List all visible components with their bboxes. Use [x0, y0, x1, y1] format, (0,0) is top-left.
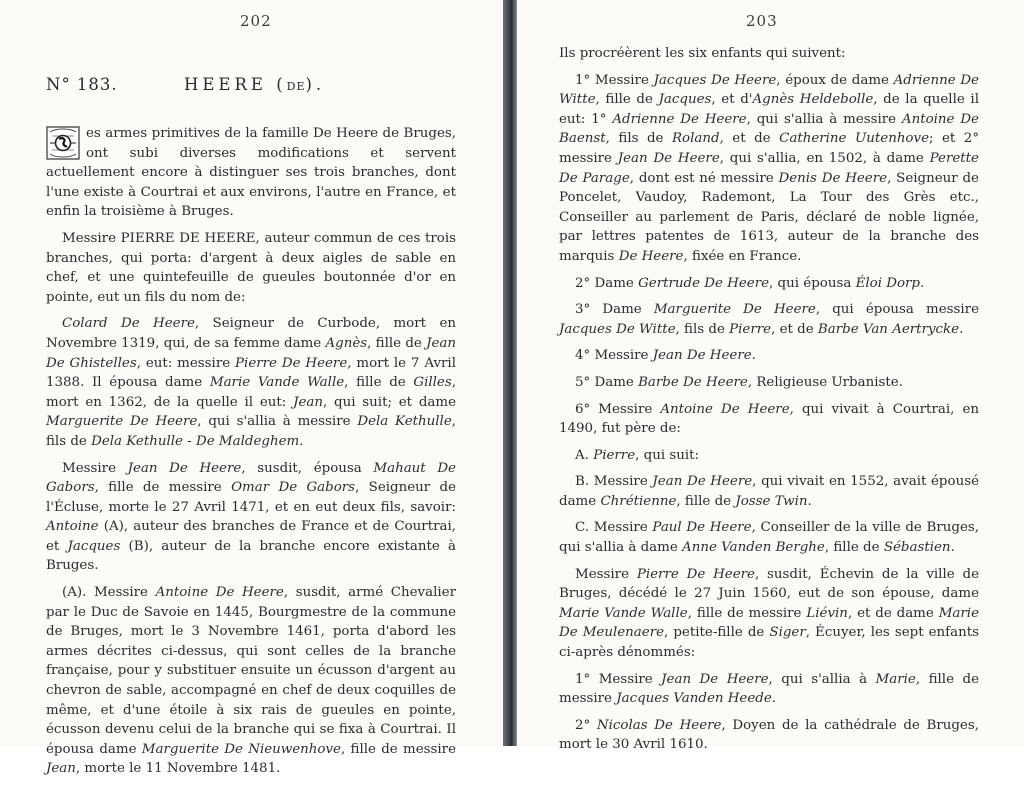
paragraph-pierre: Messire PIERRE DE HEERE, auteur commun de ces trois branches, qui porta: d'argent à deux aigles de sable en chef, et une quintefeuille de gueules boutonnée d'or en pointe, eut un fils du nom de:	[46, 230, 456, 305]
page-number: 203	[746, 12, 778, 30]
paragraph-pierre-bruges: Messire Pierre De Heere, susdit, Échevin de la ville de Bruges, décédé le 27 Juin 1560, eut de son épouse, dame Marie Vande Walle, fille de messire Liévin, et de dame Marie De Meulenaere, petite-fille de Siger, Écuyer, les sept enfants ci-après dénommés:	[559, 566, 979, 661]
right-text	[559, 44, 979, 762]
intro-paragraph: es armes primitives de la famille De Heere de Bruges, ont subi diverses modifications et servent actuellement encore à distinguer ses trois branches, dont l'une existe à Courtrai et aux environs, l'autre en France, et enfin la troisième à Bruges.	[46, 126, 456, 220]
page-number: 202	[240, 12, 272, 30]
grandchild-b: B. Messire Jean De Heere, qui vivait en 1552, avait épousé dame Chrétienne, fille de Josse Twin.	[559, 474, 979, 509]
child-2: 2° Dame Gertrude De Heere, qui épousa Éloi Dorp.	[575, 275, 925, 291]
entry-number: N° 183.	[46, 75, 118, 94]
right-page	[517, 0, 1024, 753]
name-particle: DE	[286, 80, 306, 93]
child-5: 5° Dame Barbe De Heere, Religieuse Urbaniste.	[575, 374, 903, 390]
book-gutter	[503, 0, 517, 746]
paragraph-jean: Messire Jean De Heere, susdit, épousa Mahaut De Gabors, fille de messire Omar De Gabors, Seigneur de l'Écluse, morte le 27 Avril 1471, et en eut deux fils, savoir: Antoine (A), auteur des branches de France et de Courtrai, et Jacques (B), auteur de la branche encore existante à Bruges.	[46, 460, 457, 574]
grandchild-a: A. Pierre, qui suit:	[575, 447, 700, 463]
bruges-child-1: 1° Messire Jean De Heere, qui s'allia à Marie, fille de messire Jacques Vanden Heede.	[559, 671, 979, 707]
child-3: 3° Dame Marguerite De Heere, qui épousa messire Jacques De Witte, fils de Pierre, et de Barbe Van Aertrycke.	[559, 302, 979, 337]
paragraph-antoine-a: (A). Messire Antoine De Heere, susdit, armé Chevalier par le Duc de Savoie en 1445, Bourgmestre de la commune de Bruges, mort le 3 Novembre 1461, porta d'abord les armes décrites ci-dessus, qui sont celles de la branche française, pour y substituer ensuite un écusson d'argent au chevron de sable, accompagné en chef de deux coquilles de même, et d'une étoile à six rais de gueules en pointe, écusson devenu celui de la branche qui se fixa à Courtrai. Il épousa dame Marguerite De Nieuwenhove, fille de messire Jean, morte le 11 Novembre 1481.	[46, 585, 456, 777]
left-page	[0, 0, 503, 777]
child-6: 6° Messire Antoine De Heere, qui vivait à Courtrai, en 1490, fut père de:	[559, 401, 979, 437]
grandchild-c: C. Messire Paul De Heere, Conseiller de la ville de Bruges, qui s'allia à dame Anne Vanden Berghe, fille de Sébastien.	[559, 520, 979, 556]
children-intro: Ils procréèrent les six enfants qui suivent:	[559, 46, 846, 61]
bruges-child-2: 2° Nicolas De Heere, Doyen de la cathédrale de Bruges, mort le 30 Avril 1610.	[559, 717, 979, 753]
ornamental-initial-icon	[46, 126, 80, 160]
left-text	[46, 124, 456, 786]
child-1: 1° Messire Jacques De Heere, époux de dame Adrienne De Witte, fille de Jacques, et d'Agnès Heldebolle, de la quelle il eut: 1° Adrienne De Heere, qui s'allia à messire Antoine De Baenst, fils de Roland, et de Catherine Uutenhove; et 2° messire Jean De Heere, qui s'allia, en 1502, à dame Perette De Parage, dont est né messire Denis De Heere, Seigneur de Poncelet, Vaudoy, Rademont, La Tour des Grès etc., Conseiller au parlement de Paris, déclaré de noble lignée, par lettres patentes de 1613, auteur de la branche des marquis De Heere, fixée en France.	[559, 72, 980, 264]
child-4: 4° Messire Jean De Heere.	[575, 348, 756, 364]
entry-heading	[46, 75, 466, 94]
paragraph-colard: Colard De Heere, Seigneur de Curbode, mort en Novembre 1319, qui, de sa femme dame Agnès, fille de Jean De Ghistelles, eut: messire Pierre De Heere, mort le 7 Avril 1388. Il épousa dame Marie Vande Walle, fille de Gilles, mort en 1362, de la quelle il eut: Jean, qui suit; et dame Marguerite De Heere, qui s'allia à messire Dela Kethulle, fils de Dela Kethulle - De Maldeghem.	[46, 316, 457, 449]
family-name: HEERE	[184, 75, 267, 94]
entry-title: HEERE (DE).	[184, 75, 326, 94]
